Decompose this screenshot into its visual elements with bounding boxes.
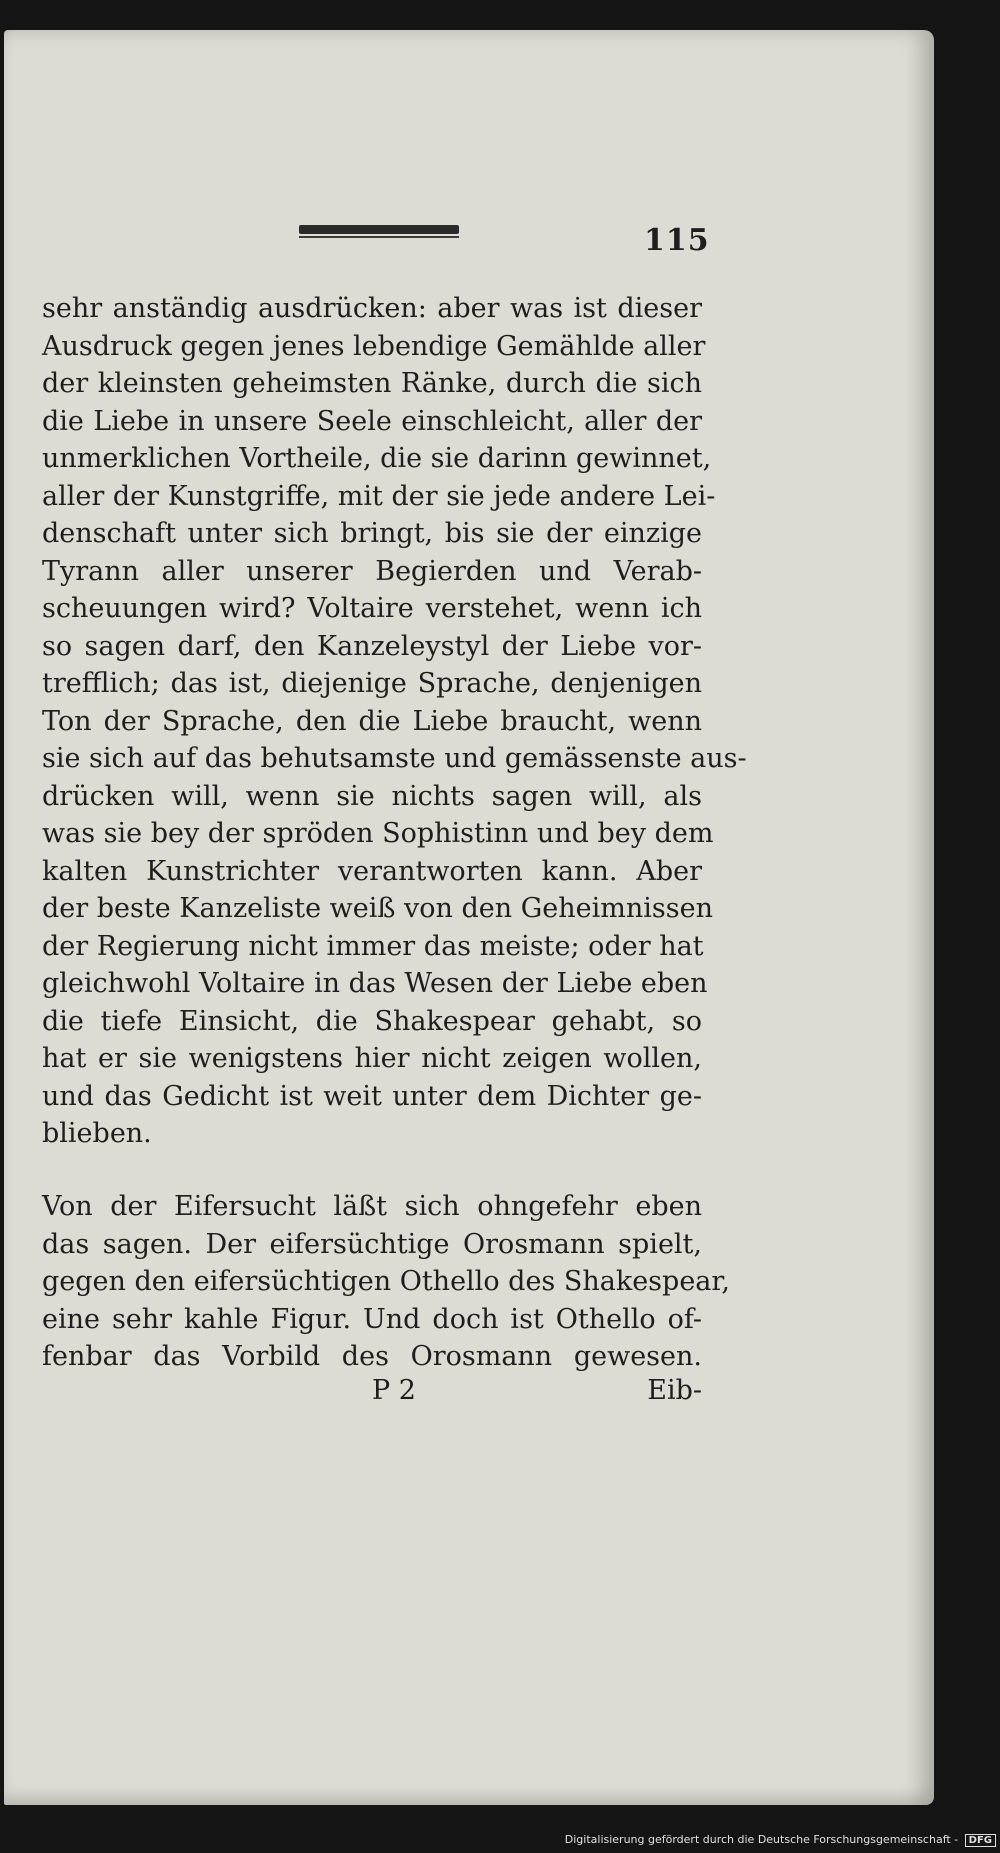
text-line: unmerklichen Vortheile, die sie darinn gewinnet,	[42, 443, 712, 474]
text-line: aller der Kunstgriffe, mit der sie jede andere Lei-	[42, 480, 716, 512]
paragraph-1	[42, 290, 747, 1153]
book-page	[4, 30, 934, 1805]
dfg-logo: DFG	[965, 1834, 996, 1847]
text-line: drücken will, wenn sie nichts sagen will, als	[42, 780, 702, 812]
text-line: so sagen darf, den Kanzeleystyl der Liebe vor-	[42, 630, 702, 662]
text-line: trefflich; das ist, diejenige Sprache, denjenigen	[42, 668, 702, 699]
text-line: hat er sie wenigstens hier nicht zeigen wollen,	[42, 1043, 702, 1074]
text-line: die tiefe Einsicht, die Shakespear gehabt, so	[42, 1005, 702, 1037]
credit-text: Digitalisierung gefördert durch die Deutsche Forschungsgemeinschaft -	[564, 1833, 959, 1846]
text-line: fenbar das Vorbild des Orosmann gewesen.	[42, 1341, 702, 1372]
text-line: die Liebe in unsere Seele einschleicht, aller der	[42, 405, 702, 437]
page-footer	[42, 1375, 702, 1415]
text-line: denschaft unter sich bringt, bis sie der einzige	[42, 518, 702, 549]
text-line: sehr anständig ausdrücken: aber was ist dieser	[42, 293, 702, 324]
text-line: Von der Eifersucht läßt sich ohngefehr eben	[42, 1191, 702, 1222]
text-line: und das Gedicht ist weit unter dem Dichter ge-	[42, 1080, 702, 1112]
text-line: kalten Kunstrichter verantworten kann. Aber	[42, 855, 702, 887]
page-number: 115	[644, 223, 710, 258]
text-line: das sagen. Der eifersüchtige Orosmann spielt,	[42, 1228, 702, 1260]
text-line: gleichwohl Voltaire in das Wesen der Liebe eben	[42, 968, 708, 999]
text-line: eine sehr kahle Figur. Und doch ist Othello of-	[42, 1303, 702, 1335]
text-line: scheuungen wird? Voltaire verstehet, wenn ich	[42, 593, 702, 624]
paragraph-2	[42, 1188, 730, 1376]
text-line: Tyrann aller unserer Begierden und Verab-	[42, 555, 702, 587]
text-line: der Regierung nicht immer das meiste; oder hat	[42, 930, 704, 962]
digitization-credit	[565, 1833, 996, 1847]
text-line: blieben.	[42, 1118, 152, 1149]
text-line: gegen den eifersüchtigen Othello des Shakespear,	[42, 1266, 730, 1297]
signature-mark: P 2	[372, 1375, 416, 1406]
text-line: Ton der Sprache, den die Liebe braucht, wenn	[42, 705, 702, 737]
text-line: Ausdruck gegen jenes lebendige Gemählde aller	[42, 330, 706, 362]
text-line: der kleinsten geheimsten Ränke, durch die sich	[42, 368, 702, 399]
header-rule	[299, 225, 459, 234]
text-line: was sie bey der spröden Sophistinn und bey dem	[42, 818, 714, 849]
catchword: Eib-	[647, 1375, 702, 1406]
text-line: der beste Kanzeliste weiß von den Geheimnissen	[42, 893, 713, 924]
text-line: sie sich auf das behutsamste und gemässenste aus-	[42, 743, 747, 774]
